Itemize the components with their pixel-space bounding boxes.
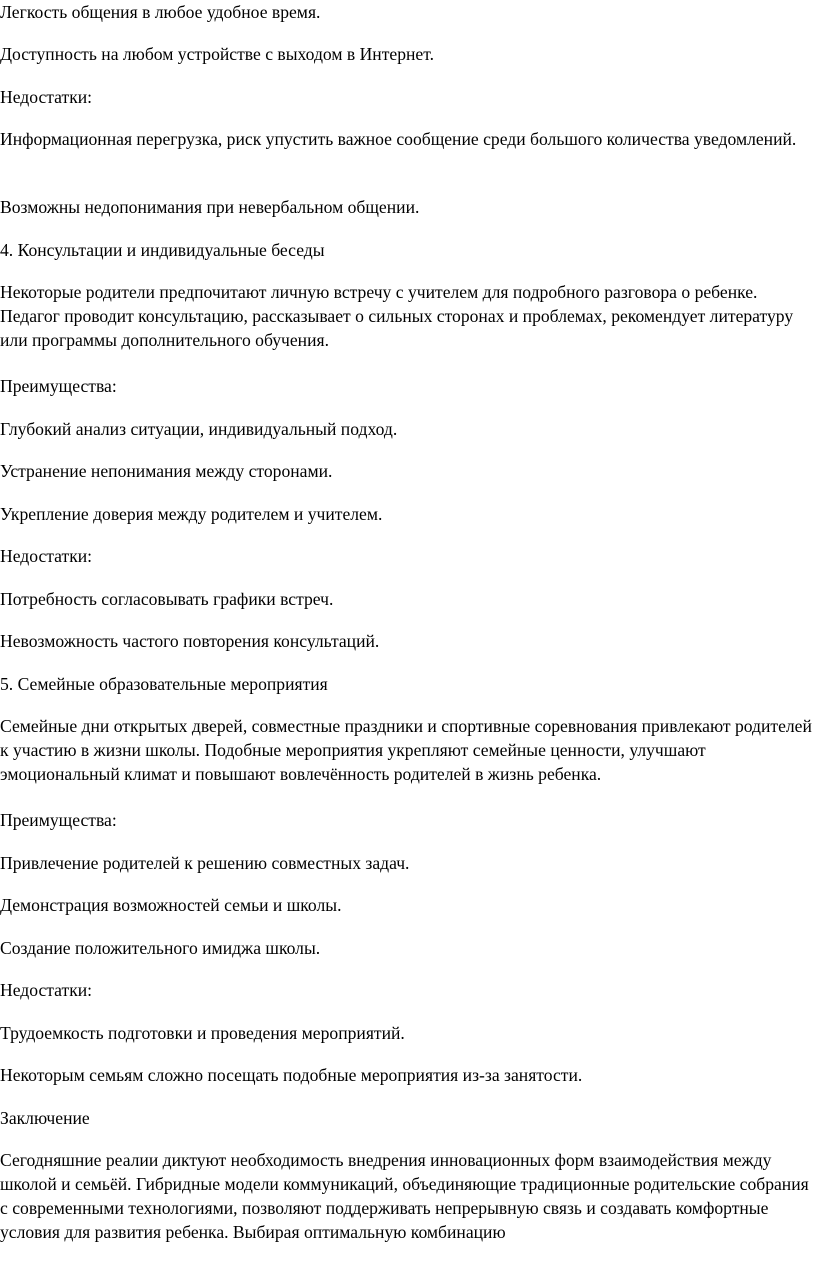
paragraph: Некоторые родители предпочитают личную встречу с учителем для подробного разговора о ребенке. Педагог проводит консультацию, рассказывает о сильных сторонах и проблемах, рекомендует литературу или программы дополнительного обучения. — [0, 282, 794, 350]
paragraph: Трудоемкость подготовки и проведения мероприятий. — [0, 1023, 405, 1043]
paragraph: Семейные дни открытых дверей, совместные праздники и спортивные соревнования привлекают родителей к участию в жизни школы. Подобные мероприятия укрепляют семейные ценности, улучшают эмоциональный климат и повышают вовлечённость родителей в жизнь ребенка. — [0, 716, 812, 784]
paragraph: Легкость общения в любое удобное время. — [0, 2, 321, 22]
paragraph: Создание положительного имиджа школы. — [0, 938, 321, 958]
paragraph: Доступность на любом устройстве с выходом в Интернет. — [0, 44, 435, 64]
section-heading: 5. Семейные образовательные мероприятия — [0, 674, 328, 694]
paragraph-heading: Преимущества: — [0, 376, 117, 396]
paragraph: Привлечение родителей к решению совместных задач. — [0, 853, 410, 873]
paragraph: Глубокий анализ ситуации, индивидуальный подход. — [0, 419, 398, 439]
paragraph-heading: Преимущества: — [0, 810, 117, 830]
paragraph: Сегодняшние реалии диктуют необходимость внедрения инновационных форм взаимодействия между школой и семьёй. Гибридные модели коммуникаций, объединяющие традиционные родительские собрания с современными технологиями, позволяют поддерживать непрерывную связь и создавать комфортные условия для развития ребенка. Выбирая оптимальную комбинацию — [0, 1150, 809, 1242]
paragraph-heading: Недостатки: — [0, 546, 93, 566]
paragraph: Потребность согласовывать графики встреч. — [0, 589, 334, 609]
paragraph: Возможны недопонимания при невербальном общении. — [0, 197, 420, 217]
paragraph-heading: Недостатки: — [0, 980, 93, 1000]
section-heading: 4. Консультации и индивидуальные беседы — [0, 240, 325, 260]
section-heading: Заключение — [0, 1108, 90, 1128]
paragraph: Укрепление доверия между родителем и учителем. — [0, 504, 383, 524]
paragraph: Устранение непонимания между сторонами. — [0, 461, 333, 481]
paragraph: Невозможность частого повторения консультаций. — [0, 631, 380, 651]
paragraph: Информационная перегрузка, риск упустить важное сообщение среди большого количества уведомлений. — [0, 129, 797, 149]
paragraph: Демонстрация возможностей семьи и школы. — [0, 895, 342, 915]
paragraph-heading: Недостатки: — [0, 87, 93, 107]
paragraph: Некоторым семьям сложно посещать подобные мероприятия из-за занятости. — [0, 1065, 583, 1085]
